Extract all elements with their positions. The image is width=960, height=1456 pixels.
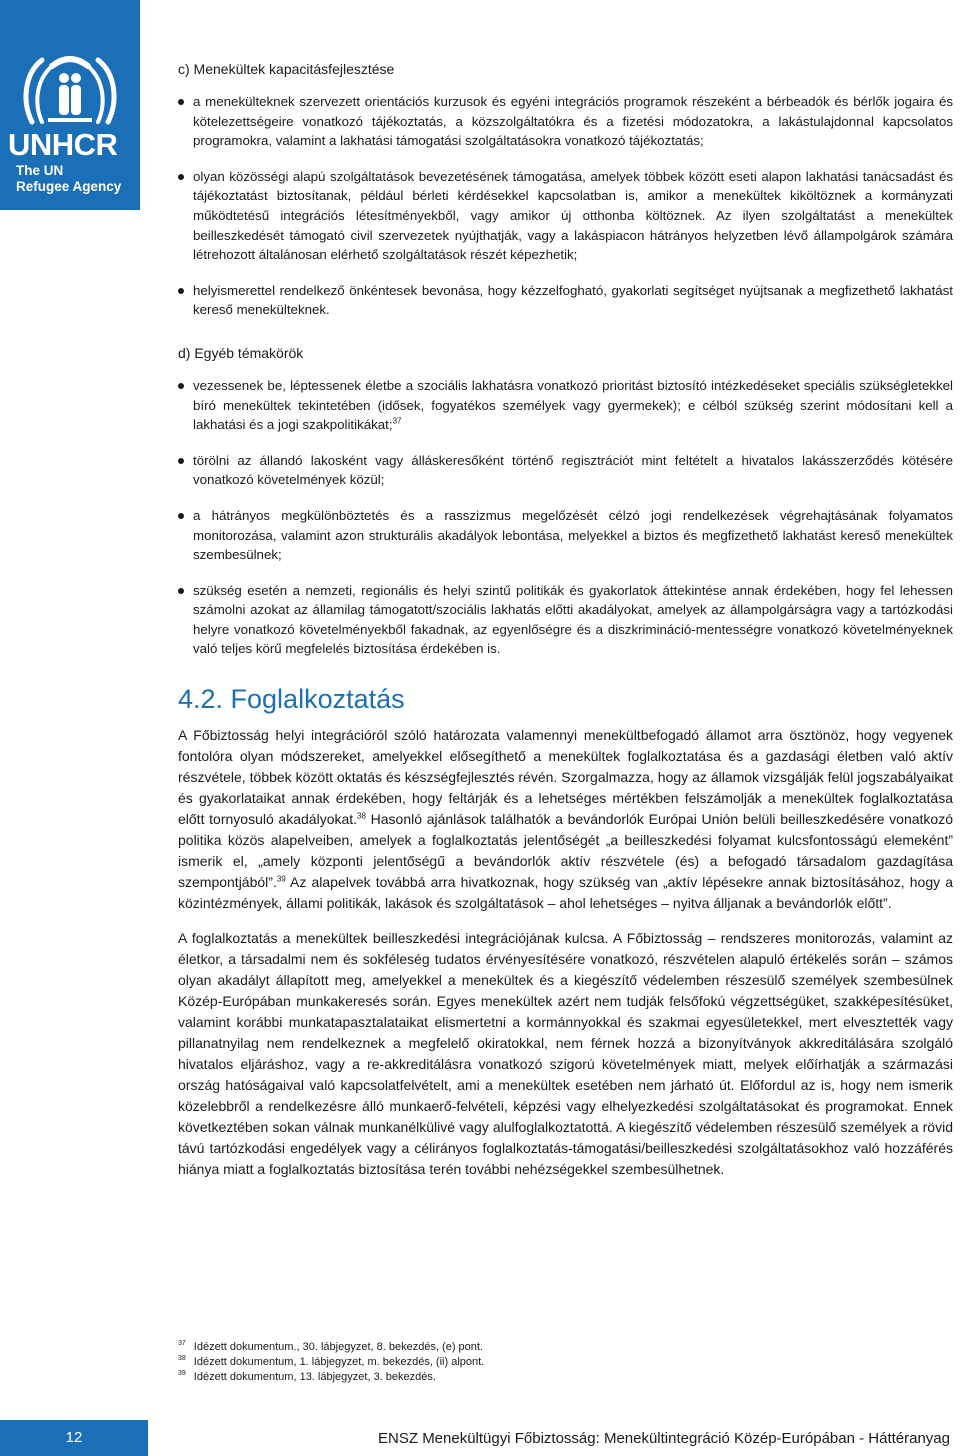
section-c-title: c) Menekültek kapacitásfejlesztése [178, 61, 395, 77]
paragraph-1 [178, 725, 953, 914]
unhcr-emblem-icon [18, 52, 122, 128]
list-item: a menekülteknek szervezett orientációs kurzusok és egyéni integrációs programok részeként a bérbeadók és bérlők jogaira és kötelezettségeire vonatkozó tájékoztatás, a közszolgáltatókra és a fizetési módozatokra, a lakástulajdonnal kapcsolatos programokra, valamint a lakhatási támogatási szolgáltatásokra vonatkozó tájékoztatás; [178, 92, 953, 151]
logo-tagline-line1: The UN [16, 163, 64, 178]
unhcr-logo [0, 0, 140, 210]
paragraph-2: A foglalkoztatás a menekültek beilleszkedési integrációjának kulcsa. A Főbiztosság – rendszeres monitorozás, valamint az életkor, a társadalmi nem és sokféleség tudatos érvényesítésére vonatkozó, részvételen alapuló értékelés során – számos olyan akadályt állapított meg, amelyekkel a menekültek és a kiegészítő védelemben részesülő személyek szembesülnek Közép-Európában munkakeresés során. Egyes menekültek azért nem tudják felsőfokú végzettségüket, szakképesítésüket, valamint korábbi munkatapasztalataikat elismertetni a kormánnyokkal és szakmai egyesületekkel, mert elvesztették vagy pillanatnyilag nem rendelkeznek a megfelelő okiratokkal, nem férnek hozzá a bizonyítványok akkreditálására szolgáló hivatalos eljáráshoz, vagy a re-akkreditálásra vonatkozó szigorú követelmények miatt, melyek előírhatják a származási ország hatóságaival való kapcsolatfelvételt, ami a menekültek esetében nem járható út. Előfordul az is, hogy nem ismerik közelebbről a rendelkezésre álló munkaerő-felvételi, képzési vagy elhelyezkedési szolgáltatásokat és programokat. Ennek következtében sokan válnak munkanélkülivé vagy alulfoglalkoztatottá. A kiegészítő védelemben részesülő személyek a rövid távú tartózkodási engedélyek vagy a célirányos foglalkoztatás-támogatási/beilleszkedési szolgáltatásokhoz való hozzáférés hiánya miatt a foglalkoztatás biztosítása terén további nehézségekkel szembesülhetnek. [178, 930, 953, 1178]
paragraph-text: A Főbiztosság helyi integrációról szóló határozata valamennyi menekültbefogadó államot arra ösztönöz, hogy vegyenek fontolóra olyan módszereket, amelyekkel elősegíthető a menekültek foglalkoztatása és a gazdasági életben való aktív részvétele, többek között oktatás és készségfejlesztés révén. Szorgalmazza, hogy az államok vizsgálják felül jogszabályaikat és gyakorlataikat annak érdekében, hogy feltárják és a lehetséges mértékben felszámolják a menekültek foglalkoztatása előtt tornyosuló akadályokat. [178, 727, 953, 828]
footnotes [178, 1340, 938, 1385]
list-item [178, 376, 953, 435]
footnote [178, 1355, 938, 1370]
footer-title: ENSZ Menekültügyi Főbiztosság: Menekültintegráció Közép-Európában - Háttéranyag [378, 1430, 950, 1447]
footnote-text: Idézett dokumentum, 1. lábjegyzet, m. bekezdés, (ii) alpont. [193, 1356, 485, 1368]
footnote-ref-39[interactable]: 39 [276, 874, 286, 884]
footnote-text: Idézett dokumentum., 30. lábjegyzet, 8. bekezdés, (e) pont. [193, 1341, 484, 1353]
paragraph-text: Hasonló ajánlások találhatók a bevándorlók Európai Unión belüli beilleszkedésére vonatkozó politika közös alapelveiben, amelyek a foglalkoztatás jelentőségét „a beilleszkedési folyamat kulcsfontosságú elemeként” ismerik el, „amely központi jelentőségű a bevándorlók aktív részvétele (és) a befogadó társadalom gazdagítása szempontjából”. [178, 811, 953, 891]
section-d-title: d) Egyéb témakörök [178, 344, 304, 361]
footnote-number: 38 [178, 1355, 186, 1363]
logo-tagline [16, 163, 121, 195]
section-d-list [178, 376, 953, 659]
footnote-ref-38[interactable]: 38 [357, 811, 366, 821]
footnote [178, 1340, 938, 1355]
page-number: 12 [0, 1420, 148, 1456]
logo-tagline-line2: Refugee Agency [16, 179, 122, 194]
logo-brand: UNHCR [8, 127, 118, 162]
footnote [178, 1370, 938, 1385]
footnote-number: 39 [178, 1370, 186, 1378]
footnote-ref-37[interactable]: 37 [392, 416, 402, 426]
list-item-text: vezessenek be, léptessenek életbe a szociális lakhatásra vonatkozó prioritást biztosító intézkedéseket speciális szükségletekkel bíró menekültek tekintetében (idősek, fogyatékos személyek vagy gyermekek); e célból szükség szerint módosítani kell a lakhatási és a jogi szakpolitikákat; [193, 377, 953, 433]
footnote-text: Idézett dokumentum, 13. lábjegyzet, 3. bekezdés. [193, 1371, 436, 1383]
section-c-list [178, 92, 953, 320]
list-item: törölni az állandó lakosként vagy álláskeresőként történő regisztrációt mint feltételt a hivatalos lakásszerződés kötésére vonatkozó követelmények közül; [178, 451, 953, 490]
list-item: olyan közösségi alapú szolgáltatások bevezetésének támogatása, amelyek többek között eseti alapon lakhatási tanácsadást és tájékoztatást biztosítanak, például bérleti kérdésekkel kapcsolatban is, amikor a menekültek kiköltöznek a kormányzati működtetésű integrációs létesítményekből, vagy amikor új otthonba költöznek. Az ilyen szolgáltatást a menekültek beilleszkedését támogató civil szervezetek nyújthatják, vagy a lakáspiacon hátrányos helyzetben lévő állampolgárok számára létrehozott általánosan elérhető szolgáltatások részét képezhetik; [178, 167, 953, 265]
list-item: a hátrányos megkülönböztetés és a rasszizmus megelőzését célzó jogi rendelkezések végrehajtásának folyamatos monitorozása, valamint azon strukturális akadályok lebontása, melyekkel a biztos és megfizethető lakhatást kereső menekültek szembesülnek; [178, 506, 953, 565]
list-item: szükség esetén a nemzeti, regionális és helyi szintű politikák és gyakorlatok áttekintése annak érdekében, hogy fel lehessen számolni azokat az államilag támogatott/szociális lakhatás előtti akadályokat, amelyek az állampolgárságra vagy a tartózkodási helyre vonatkozó követelményekből fakadnak, az egyenlőségre és a diszkrimináció-mentességre vonatkozó követelményeknek való teljes körű megfelelés biztosítása érdekében is. [178, 581, 953, 659]
footnote-number: 37 [178, 1340, 186, 1348]
paragraph-text: Az alapelvek továbbá arra hivatkoznak, hogy szükség van „aktív lépésekre annak biztosításához, hogy a közintézmények, állami politikák, lakások és szolgáltatások – ahol lehetséges – nyitva álljanak a bevándorlók előtt”. [178, 874, 953, 912]
list-item: helyismerettel rendelkező önkéntesek bevonása, hogy kézzelfogható, gyakorlati segítséget nyújtsanak a megfizethető lakhatást kereső menekülteknek. [178, 281, 953, 320]
section-heading: 4.2. Foglalkoztatás [178, 684, 405, 715]
main-content [178, 60, 953, 1194]
